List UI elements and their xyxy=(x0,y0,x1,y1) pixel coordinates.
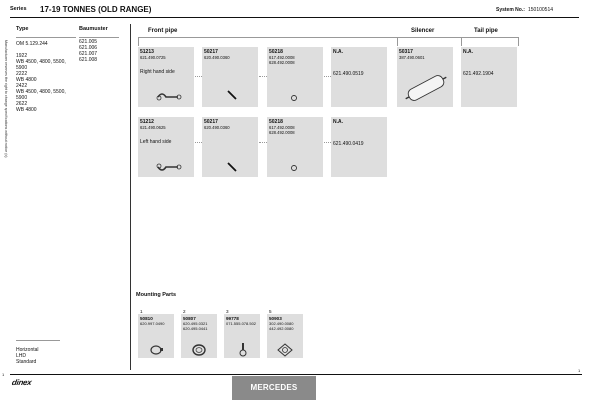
config-line: LHD xyxy=(16,353,27,359)
part-box-na[interactable] xyxy=(331,47,387,107)
system-label: System No.: xyxy=(496,7,525,13)
part-number: 50903 xyxy=(269,316,282,321)
baumuster-rule xyxy=(79,37,119,38)
oem-number: 620.495.0321 xyxy=(183,321,208,326)
mount-index: 1 xyxy=(140,309,143,314)
header-rule xyxy=(10,17,579,18)
part-box-clamp[interactable] xyxy=(267,47,323,107)
footer-rule xyxy=(10,374,582,375)
oem-number: 387.490.0601 xyxy=(399,55,425,60)
config-line: Standard xyxy=(16,359,37,365)
tail-pipe-heading: Tail pipe xyxy=(474,28,498,34)
variant-wb: WB 4500, 4800, 5500, 5900 xyxy=(16,59,66,71)
mount-box[interactable] xyxy=(224,314,260,358)
variant-wb: WB 4800 xyxy=(16,107,37,113)
clamp-icon xyxy=(289,163,299,173)
variant-code: 2622 xyxy=(16,101,28,107)
part-number: 51213 xyxy=(140,49,154,55)
part-box-na[interactable] xyxy=(331,117,387,177)
mount-box[interactable] xyxy=(138,314,174,358)
variant-list xyxy=(16,53,76,113)
silencer-heading: Silencer xyxy=(411,28,435,34)
part-box-gasket[interactable] xyxy=(202,117,258,177)
oem-number: 617.492.0008 xyxy=(269,55,295,60)
oem-number: 628.492.0008 xyxy=(269,60,295,65)
footer-rule xyxy=(16,340,60,341)
oem-number: 621.490.0625 xyxy=(140,125,166,130)
connector-dots xyxy=(259,142,267,143)
config-line: Horizontal xyxy=(16,347,39,353)
mount-box[interactable] xyxy=(267,314,303,358)
part-box-gasket[interactable] xyxy=(202,47,258,107)
side-label: Left hand side xyxy=(140,139,172,145)
brand-name: MERCEDES xyxy=(250,383,298,392)
brand-banner xyxy=(232,376,316,400)
config-footer xyxy=(16,347,39,365)
part-number: 50218 xyxy=(269,49,283,55)
oem-number: 628.492.0008 xyxy=(269,130,295,135)
mount-index: 2 xyxy=(183,309,186,314)
baumuster-code: 621.008 xyxy=(79,57,98,63)
mount-index: 5 xyxy=(269,309,272,314)
flange-icon xyxy=(277,343,293,357)
side-label: Right hand side xyxy=(140,69,175,75)
oem-number: 621.492.1904 xyxy=(463,71,494,77)
mounting-title: Mounting Parts xyxy=(136,292,177,298)
oem-number: 620.997.0490 xyxy=(140,321,165,326)
oem-number: 621.490.0419 xyxy=(333,141,364,147)
oem-number: 071.555.078.502 xyxy=(226,321,257,326)
part-number: 51212 xyxy=(140,119,154,125)
part-number: 50217 xyxy=(204,49,218,55)
variant-code: 2422 xyxy=(16,83,28,89)
column-divider xyxy=(130,24,131,370)
mount-index: 3 xyxy=(226,309,229,314)
part-number: N.A. xyxy=(463,49,473,55)
oem-number: 442.492.0080 xyxy=(269,326,294,331)
oem-number: 617.492.0008 xyxy=(269,125,295,130)
connector-dots xyxy=(195,76,202,77)
oem-number: 620.490.0360 xyxy=(204,125,230,130)
baumuster-label: Baumuster xyxy=(79,26,108,32)
heading-tick xyxy=(461,37,462,46)
part-box-tail-pipe[interactable] xyxy=(461,47,517,107)
part-number: 50807 xyxy=(183,316,196,321)
page-number-right: 1 xyxy=(578,368,581,373)
variant-wb: WB 4500, 4800, 5500, 5900 xyxy=(16,89,66,101)
dinex-logo: dinex xyxy=(11,378,33,387)
clamp-icon xyxy=(148,344,164,356)
baumuster-codes xyxy=(79,39,97,63)
oem-number: 621.490.0519 xyxy=(333,71,364,77)
variant-code: 2222 xyxy=(16,71,28,77)
variant-wb: WB 4800 xyxy=(16,77,37,83)
clamp-icon xyxy=(289,93,299,103)
mount-box[interactable] xyxy=(181,314,217,358)
baumuster-code: 621.006 xyxy=(79,45,98,51)
oem-number: 302.490.0080 xyxy=(269,321,294,326)
pipe-icon xyxy=(156,161,182,175)
silencer-icon xyxy=(403,73,449,103)
engine-line: OM 5.129.244 xyxy=(16,41,48,47)
part-number: 50217 xyxy=(204,119,218,125)
side-notice xyxy=(2,40,8,340)
heading-tick xyxy=(138,37,139,46)
type-label: Type xyxy=(16,26,29,32)
gasket-icon xyxy=(226,161,238,173)
pipe-icon xyxy=(156,89,182,103)
part-box-silencer[interactable] xyxy=(397,47,453,107)
side-notice-text: Manufacturer reserves the right to change specifications without notice (c) xyxy=(4,40,8,158)
part-number: 50810 xyxy=(140,316,153,321)
part-box-front-pipe-lh[interactable] xyxy=(138,117,194,177)
oem-number: 621.490.0725 xyxy=(140,55,166,60)
variant-code: 1922 xyxy=(16,53,28,59)
system-number: 150100514 xyxy=(528,7,554,13)
series-label: Series xyxy=(10,6,27,12)
part-number: N.A. xyxy=(333,119,343,125)
part-number: 99778 xyxy=(226,316,239,321)
bolt-icon xyxy=(236,342,250,358)
type-rule xyxy=(16,37,76,38)
oem-number: 620.495.0441 xyxy=(183,326,208,331)
connector-dots xyxy=(195,142,202,143)
baumuster-code: 621.007 xyxy=(79,51,98,57)
connector-dots xyxy=(324,76,331,77)
part-number: 50218 xyxy=(269,119,283,125)
front-pipe-heading: Front pipe xyxy=(148,28,178,34)
part-number: N.A. xyxy=(333,49,343,55)
part-box-front-pipe-rh[interactable] xyxy=(138,47,194,107)
part-number: 50317 xyxy=(399,49,413,55)
heading-tick xyxy=(397,37,398,46)
oem-number: 620.490.0360 xyxy=(204,55,230,60)
heading-tick xyxy=(518,37,519,46)
page-title: 17-19 TONNES (OLD RANGE) xyxy=(40,5,152,14)
connector-dots xyxy=(259,76,267,77)
part-box-clamp[interactable] xyxy=(267,117,323,177)
baumuster-code: 621.005 xyxy=(79,39,98,45)
connector-dots xyxy=(324,142,331,143)
page-number-left: 1 xyxy=(2,372,5,377)
clamp-icon xyxy=(190,343,208,357)
gasket-icon xyxy=(226,89,238,101)
